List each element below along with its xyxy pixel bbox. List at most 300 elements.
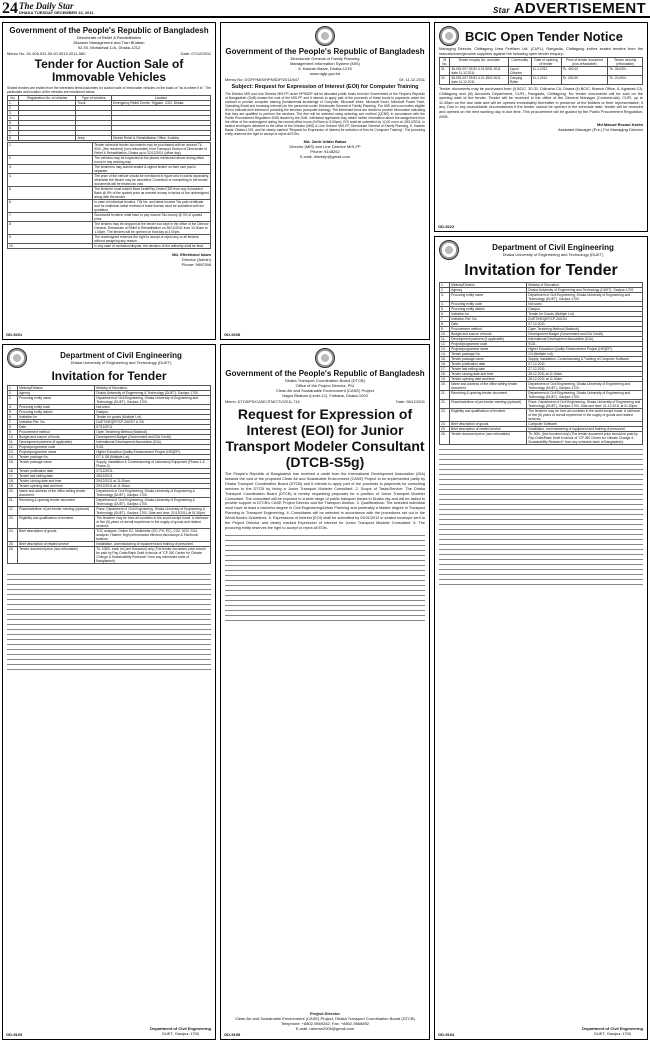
ad-dtcb-eoi: [220, 344, 430, 1040]
table-cell: 4.: [8, 116, 19, 121]
row-value: Gazipur.: [95, 410, 211, 415]
row-number: 4.: [8, 405, 18, 410]
row-number: 11.: [440, 337, 450, 342]
table-row: [8, 136, 211, 141]
signatory-name: Department of Civil Engineering: [582, 1026, 643, 1031]
row-number: 16.: [440, 362, 450, 367]
condition-text: The tenderer must submit Bank Draft/Pay-Order/CDR from any Scheduled Bank @ 5% of the quoted price as earnest money in favour of the undersigned along with the tender.: [94, 187, 209, 199]
ad2-date: Dt: 11.12.2011: [399, 77, 425, 82]
row-number: 12.: [8, 445, 18, 450]
duet-logo-icon: [439, 240, 459, 260]
row-value: Not used.: [527, 302, 643, 307]
row-number: 12.: [440, 342, 450, 347]
condition-text: Tender schedule tender documents may be purchased with an amount Tk. 500/- (five hundred) (non-refundable) from Transport Section of Directorate of Relief & Rehabilitation, Dhaka up to 22/12/2011 (office day).: [93, 143, 211, 156]
table-cell: 8.: [8, 136, 19, 141]
row-value: Not used.: [95, 405, 211, 410]
table-cell: Emergency Relief Centre, Tejgaon, CSD, Dhaka.: [111, 101, 210, 106]
row-label: Tender package name: [18, 460, 95, 469]
row-number: 19.: [8, 484, 18, 489]
ad5-code: GD-5198: [224, 1032, 241, 1037]
row-number: 4.: [440, 302, 450, 307]
row-number: 3.: [8, 396, 18, 405]
row-value: 9131: [95, 445, 211, 450]
row-label: Receiving & opening tender document: [18, 498, 95, 507]
row-number: 7.: [8, 420, 18, 425]
row-number: 9.: [8, 430, 18, 435]
row-value: International Development Association (IDA).: [95, 440, 211, 445]
duet-logo-icon: [7, 348, 27, 368]
row-number: 18.: [440, 372, 450, 377]
ad3-title: BCIC Open Tender Notice: [465, 28, 623, 44]
table-row: [440, 432, 643, 445]
row-label: Ministry/Division: [450, 283, 527, 288]
table-row: [440, 409, 643, 422]
row-value: Installation, commissioning of equipment and training of personnel.: [95, 542, 211, 547]
table-cell: [18, 136, 76, 141]
signatory-email: E-mail: rahman2005@gmail.com: [295, 1026, 355, 1031]
ad6-heading: Invitation for Tender: [464, 262, 618, 279]
ad5-memo: Memo: DTCB/PD/CASE/JTMC/TV/2011-718: [225, 400, 300, 404]
table-row: [440, 400, 643, 409]
table-cell: 7.: [8, 131, 19, 136]
table-row: [8, 450, 211, 455]
row-label: Procuring entity code: [18, 405, 95, 410]
row-label: Tender document price (non-refundable): [18, 547, 95, 564]
row-number: 16.: [8, 469, 18, 474]
list-item: 4. The price of the vehicle should be mentioned in figure and in words separately, otherwise the tender may be cancelled. Correction or overwriting in the tender documents will be treated as void.: [9, 174, 209, 186]
ad4-code: GD-5193: [6, 1032, 23, 1037]
row-label: Date: [18, 425, 95, 430]
row-label: Tender publication date: [18, 469, 95, 474]
row-value: 28/12/2011: [95, 474, 211, 479]
row-value: Development Budget (Government and IDA Credit).: [95, 435, 211, 440]
table-row: [440, 76, 643, 85]
row-value: Place: Department of Civil Engineering, Dhaka University of Engineering and Technology (DUET), Gazipur-1700. Date and time: 21-12-2011 at 01.30pm.: [527, 400, 643, 409]
issue-date: DHAKA TUESDAY DECEMBER 13, 2011: [19, 10, 94, 15]
row-value: Installation, commissioning of equipment and training of personnel.: [527, 427, 643, 432]
row-value: Supply, Installation & Commissioning of Laboratory Equipment (Phase-1 & Phase-2).: [95, 460, 211, 469]
row-number: 22.: [8, 507, 18, 516]
ad5-line-2: Office of the Project Director, PIU: [295, 383, 355, 388]
row-label: Procuring entity code: [450, 302, 527, 307]
signatory-sub: DUET, Gazipur-1700: [594, 1031, 631, 1036]
table-cell: Liquid Chlorine: [508, 67, 531, 76]
table-row: [8, 516, 211, 529]
row-number: 14.: [440, 352, 450, 357]
row-number: 22.: [440, 400, 450, 409]
ad6-tender-table: [439, 282, 643, 445]
row-number: 7.: [440, 317, 450, 322]
ad2-subject: Subject: Request for Expression of Interest (EOI) for Computer Training: [231, 84, 419, 90]
row-number: 18.: [8, 479, 18, 484]
row-value: Higher Education Quality Enhancement Project (HEQEP).: [527, 347, 643, 352]
row-label: Tender last selling date: [450, 367, 527, 372]
row-value: TOC analyzer; Online EC, Multimeter (DO, PH, EC), CO2, NO3, SO4 analyzer, Hasher; High performance electron-microscope & Electronic balance.: [95, 529, 211, 542]
row-label: Invitation Ref. No.: [18, 420, 95, 425]
table-cell: 2.: [8, 106, 19, 111]
row-value: Department of Civil Engineering, Dhaka University of Engineering and Technology (DUET), Gazipur-1700.: [527, 382, 643, 391]
row-value: Tk. 1000/- each lot (one thousand) only (The tender document price should be paid by Pay-Order/Bank Draft in favour of "CP 260 Center for Climate Change & Sustainability Research" from any scheduled bank of Bangladesh).: [95, 547, 211, 564]
row-label: Invitation for: [18, 415, 95, 420]
signatory-name: Md. Zahir Uddin Babar: [303, 139, 347, 144]
row-value: Gazipur.: [527, 307, 643, 312]
ad4-heading: Invitation for Tender: [51, 369, 167, 383]
row-label: Brief description of goods: [450, 422, 527, 427]
ad5-body: The People's Republic of Bangladesh has received a credit from the International Development Association (IDA) towards the cost of the proposed Clean Air and Sustainable Environment (CASE) Project to be implemented partly by Dhaka Transport Coordination Board (DTCB) and it intends to apply part of the proceeds to payments for consulting services to the DTCB by hiring a Junior Transport Modeler Consultant. 2. Scope of Tasks/Service: The Dhaka Transport Coordination Board (DTCB) is hereby requesting proposals for a position of Junior Transport Modeler Consultant. The consultant will be exposed to a wide range of public transport issues in Dhaka city and will be asked to provide support to DTCB's CASE Project Director and the Transport Advisor. 3. Qualifications: The selected individual must have at least a bachelor degree in Civil Engineering/Urban Planning and preferably a Master degree in Transport Planning or Transport Engineering. 4. Consultants will be selected in accordance with the procedures set out in the World Bank's Guidelines. 5. Expressions of Interest (EOI) shall be submitted by 03/01/2012 in sealed envelope sent to the Project Director and clearly marked Expression of Interest for Junior Transport Modeler Consultant. 6. The procuring entity reserves the right to accept or reject all EOIs.: [225, 472, 425, 530]
signatory-name: Md. Eftekharul Islam: [172, 252, 211, 257]
ad5-line-4: Nagar Bhaban (Level-12), Fulbaria, Dhaka-1000: [282, 393, 368, 398]
table-header-cell: Tender enquiry No. and date: [450, 58, 508, 67]
table-header-cell: No.: [8, 96, 19, 101]
page-header: [0, 0, 650, 18]
row-label: Budget and source of funds: [450, 332, 527, 337]
list-item: 6. In case of individual tenders, TIN No. and latest Income Tax paid certificate and for institution latest renewal of trade license must be submitted with the quotation.: [8, 200, 211, 213]
signatory-phone: Phone: 9892398: [181, 262, 211, 267]
row-number: 13.: [440, 347, 450, 352]
ad2-line-2: Management Information System (MIS): [290, 61, 360, 66]
row-label: Project/programme name: [18, 450, 95, 455]
table-cell: 36.091.007.09.52.4 01.5001.2011 date 11.12.2011: [450, 67, 508, 76]
row-value: The tenderer may be from all countries in the world except Israel. A minimum of five (5) years of overall experience in the supply of goods and related services.: [527, 409, 643, 422]
table-row: [440, 357, 643, 362]
table-header-cell: Location: [111, 96, 210, 101]
row-number: 10.: [8, 435, 18, 440]
ad5-memo-row: [225, 400, 425, 404]
row-value: Dhaka University of Engineering and Technology (DUET), Gazipur-1700.: [527, 288, 643, 293]
row-label: Tender document price (non-refundable): [450, 432, 527, 445]
row-value: Ministry of Education.: [527, 283, 643, 288]
row-number: 13.: [8, 450, 18, 455]
table-row: [8, 529, 211, 542]
page-number: 24: [2, 0, 18, 17]
ad1-line-3: 92-93, Mohakhali C/A, Dhaka-1212: [77, 45, 141, 50]
row-number: 26.: [8, 547, 18, 564]
ad6-code: GD-5194: [438, 1032, 455, 1037]
row-number: 15.: [440, 357, 450, 362]
table-cell: 6.: [8, 126, 19, 131]
row-number: 20.: [8, 489, 18, 498]
ad3-signature: [439, 122, 643, 132]
row-value: 07/12/2011.: [95, 469, 211, 474]
row-number: 17.: [8, 474, 18, 479]
row-label: Procuring entity name: [450, 293, 527, 302]
row-label: Tender package No.: [18, 455, 95, 460]
row-number: 25.: [440, 427, 450, 432]
ad6-signature: [582, 1026, 643, 1036]
ad5-line-1: Dhaka Transport Coordination Board (DTCB): [285, 378, 365, 383]
ad1-date: Date: 07/12/2011: [180, 51, 211, 56]
row-number: 8.: [8, 425, 18, 430]
row-value: Department of Civil Engineering, Dhaka University of Engineering and Technology (DUET), Gazipur-1700.: [527, 391, 643, 400]
row-number: 1.: [8, 386, 18, 391]
signatory-email: E-mail: dirmisfp@gmail.com: [300, 154, 350, 159]
table-cell: 5.: [8, 121, 19, 126]
row-value: G4 (Multiple Lot).: [527, 352, 643, 357]
row-label: Development partners (if applicable): [18, 440, 95, 445]
table-header-row: [440, 58, 643, 67]
table-row: [440, 382, 643, 391]
row-value: Department of Civil Engineering, Dhaka University of Engineering & Technology (DUET), Gazipur-1700.: [95, 489, 211, 498]
table-cell: District Relief & Rehabilitation Office, Kushtia: [111, 136, 210, 141]
row-number: 11.: [8, 440, 18, 445]
ad-duet-tender-goods: [2, 344, 216, 1040]
table-header-cell: Sl No.: [440, 58, 450, 67]
govt-seal-icon: [315, 26, 335, 46]
section-mark: Star: [492, 6, 510, 15]
table-row: [8, 547, 211, 564]
list-item: 2. The vehicles may be inspected at the places mentioned above during office hours in any working day.: [8, 156, 211, 165]
row-label: Agency: [18, 391, 95, 396]
table-header-cell: Type of vehicles: [76, 96, 112, 101]
table-cell: 11-1-2012: [531, 67, 561, 76]
row-label: Place/date/time of pre-tender meeting (optional): [450, 400, 527, 409]
row-value: Development Budget (Government and IDA Credit).: [527, 332, 643, 337]
table-cell: 3.: [8, 111, 19, 116]
row-label: Tender closing date and time: [450, 372, 527, 377]
row-number: 15.: [8, 460, 18, 469]
row-value: Open Tendering Method (National).: [527, 327, 643, 332]
row-label: Project/programme code: [18, 445, 95, 450]
row-value: Ministry of Education.: [95, 386, 211, 391]
row-label: Invitation Ref. No.: [450, 317, 527, 322]
ad2-body: The Director MIS and Line Director MIS-FP under HPNSDP will be allocated public funds from the Government of the People's Republic of Bangladesh (GoB) toward the cost of the MIS-FP and it intends to apply part of the proceeds of these funds to payments under the contract to provide computer training (fundamental knowledge of Computer, Microsoft Word, Microsoft Excel, Microsoft Power Point, Operating Email and browsing Internet) for the personnel under Directorate General of Family Planning. The MIS and now invites eligible firm to indicate their interest in providing the services (computer training). The interested firms are invited to provide information indicating that they are qualified to perform the services. The firm will be selected using selecting sub method (QCBS) in accordance with the Public Procurement Regulation 2008 issued by the GoB. Interested applicants may obtain further information about the assignment from the office of the undersigned during the normal office hours (9:00am to 5:00pm). EOI shall be submitted by 12:00 noon on 28/12/2011, in sealed envelopes delivered to the office of the Director (MIS) & Line Director MIS-FP, Directorate General of Family Planning, 6, Kawran Bazar, Dhaka-1215, and be clearly marked "Request for Expression of Interest for selection of firm for Computer Training". The procuring entity reserves the right to accept or reject all EOIs.: [225, 92, 425, 136]
table-cell: Tk. 400.00: [561, 67, 608, 76]
table-header-cell: Tender security (refundable): [608, 58, 643, 67]
row-value: Tk. 500/- (five hundred only) (The tender document price should be paid by Pay-Order/Bank Draft in favour of "CP 260 Center for Climate Change & Sustainability Research" from any schedule bank of Bangladesh).: [527, 432, 643, 445]
ad3-body: Tender documents may be purchased from (i) BCIC, 30-31, Dilkusha CA, Dhaka (ii) BCIC, Branch Office, 6, Agrabad CA, Chittagong and (iii) Accounts Department, CUFL, Rangadia, Chittagong. No tender documents will be sold on the opening date of the tender. Tender will be received in the office of the General Manager (Commercial), CUFL up to 11.30am on the due date and will be opened immediately thereafter in presence of the bidders or their representative, if any. Due to any unavoidable circumstances if the tender cannot be opened in the schedule date, tender will be received and opened on the next working day in due time. This procurement will be guided by the Public Procurement Regulation, 2008.: [439, 87, 643, 119]
row-label: Eligibility and qualification of tenderer: [18, 516, 95, 529]
row-label: Procuring entity district: [450, 307, 527, 312]
row-label: Receiving & opening tender document: [450, 391, 527, 400]
row-number: 26.: [440, 432, 450, 445]
table-row: [8, 396, 211, 405]
ad-auction-sale: [2, 22, 216, 340]
row-number: 21.: [8, 498, 18, 507]
ad4-signature: [150, 1026, 211, 1036]
row-label: Procurement method: [18, 430, 95, 435]
ad-bcic-tender: [434, 22, 648, 232]
signatory-sub: DUET, Gazipur-1700: [162, 1031, 199, 1036]
row-label: Tender opening date and time: [18, 484, 95, 489]
ad1-signature: [7, 252, 211, 267]
table-cell: Carrying Roller: [508, 76, 531, 85]
ad4-sub: Dhaka University of Engineering and Technology (DUET): [70, 360, 172, 365]
section-title-text: ADVERTISEMENT: [513, 0, 646, 17]
list-item: 5. The tenderer must submit Bank Draft/Pay-Order/CDR from any Scheduled Bank @ 5% of the quoted price as earnest money in favour of the undersigned along with the tender.: [9, 187, 209, 199]
row-number: 24.: [8, 529, 18, 542]
row-number: 6.: [440, 312, 450, 317]
condition-text: In case of individual tenders, TIN No. and latest Income Tax paid certificate and for institution latest renewal of trade license must be submitted with the quotation.: [93, 200, 211, 213]
table-cell: Tk. 200.00: [561, 76, 608, 85]
row-value: 07-12-2011.: [527, 322, 643, 327]
ad1-line-1: Directorate of Relief & Rehabilitation: [76, 35, 142, 40]
ad5-date: Date: 08/12/2011: [396, 400, 425, 404]
row-number: 5.: [440, 307, 450, 312]
ad2-memo: Memo No: DGFP/MIS/HPNSDP/2011/647: [225, 77, 300, 82]
condition-text: Successful tenderer shall have to pay Income Tax money @ 3% of quoted price.: [93, 213, 211, 222]
ad1-memo: Memo No. 51.406.031.00.00.0013.2011-580: [7, 51, 86, 56]
row-label: Ministry/Division: [18, 386, 95, 391]
row-number: 25.: [8, 542, 18, 547]
row-label: Tender publication date: [450, 362, 527, 367]
table-row: [440, 427, 643, 432]
row-value: 9131.: [527, 342, 643, 347]
row-label: Procurement method: [450, 327, 527, 332]
row-value: Place: Department of Civil Engineering, Dhaka University of Engineering & Technology (DUET), Gazipur-1700. Date and time: 21/12/2011 at 01.30pm.: [95, 507, 211, 516]
table-cell: Truck: [76, 101, 112, 106]
row-label: Procuring entity name: [18, 396, 95, 405]
ad1-conditions: [7, 142, 211, 249]
row-value: 07/12/2011: [95, 425, 211, 430]
row-number: 24.: [440, 422, 450, 427]
ad2-title: Government of the People's Republic of Bangladesh: [225, 47, 425, 56]
ad3-code: GD-5222: [438, 224, 455, 229]
row-number: 23.: [440, 409, 450, 422]
table-cell: 1.: [8, 101, 19, 106]
ad1-line-2: Disaster Management and Tran Bhaban: [73, 40, 145, 45]
table-cell: 01.: [440, 67, 450, 76]
row-value: Tender for Goods (Multiple Lot).: [527, 312, 643, 317]
section-title: [493, 0, 646, 17]
row-label: Tender opening date and time: [450, 377, 527, 382]
list-item: 7. Successful tenderer shall have to pay Income Tax money @ 3% of quoted price.: [8, 213, 211, 222]
condition-text: The undersigned reserves the right to accept or reject any or all tenders without assigning any reason.: [93, 235, 211, 244]
row-label: Brief description of goods: [18, 529, 95, 542]
ad1-heading: Tender for Auction Sale of Immovable Vehicles: [34, 57, 184, 84]
row-value: Open Tendering Method (National).: [95, 430, 211, 435]
row-label: Tender closing date and time: [18, 479, 95, 484]
table-row: [440, 391, 643, 400]
row-value: Supply, Installation, Commissioning & Training of Computer Software.: [527, 357, 643, 362]
row-label: Agency: [450, 288, 527, 293]
row-value: Computer Software.: [527, 422, 643, 427]
row-value: International Development Association (IDA).: [527, 337, 643, 342]
table-cell: Tk. 35,000/-: [608, 67, 643, 76]
ad2-signature: [225, 139, 425, 159]
list-item: 1. Tender schedule tender documents may be purchased with an amount Tk. 500/- (five hundred) (non-refundable) from Transport Section of Directorate of Relief & Rehabilitation, Dhaka up to 22/12/2011 (office day).: [8, 143, 211, 156]
ad4-tender-table: [7, 385, 211, 564]
row-number: 2.: [8, 391, 18, 396]
table-cell: 02.: [440, 76, 450, 85]
row-value: Department of Civil Engineering, Dhaka University of Engineering and Technology (DUET), Gazipur-1700.: [95, 396, 211, 405]
table-header-cell: Price of tender document (non-refundable): [561, 58, 608, 67]
row-number: 14.: [8, 455, 18, 460]
row-value: G7 & G8 (Multiple Lot).: [95, 455, 211, 460]
ad1-memo-row: [7, 52, 211, 56]
row-label: Project/programme name: [450, 347, 527, 352]
ad5-heading: Request for Expression of Interest (EOI) for Junior Transport Modeler Consultant (DTCB-S5g): [225, 406, 425, 470]
signatory-title: Director (Admin): [181, 257, 211, 262]
list-item: 10. In any case of confusion/dispute, the decision of the authority shall be final.: [8, 244, 211, 249]
ad-duet-tender-software: [434, 236, 648, 1040]
row-number: 20.: [440, 382, 450, 391]
ad2-line-3: 6, Kawran Bazar, Dhaka-1215: [298, 66, 352, 71]
signatory-title: Clean Air and Sustainable Environment (CASE) Project, Dhaka Transport Coordination Board (DTCB): [235, 1016, 415, 1021]
signatory-phone: Phone: 9148262: [310, 149, 340, 154]
row-label: Invitation for: [450, 312, 527, 317]
table-row: [440, 347, 643, 352]
row-number: 6.: [8, 415, 18, 420]
table-header-cell: Date of opening of tender: [531, 58, 561, 67]
row-value: Department of Civil Engineering, Dhaka University of Engineering & Technology (DUET), Gazipur-1700.: [95, 498, 211, 507]
condition-text: The vehicles may be inspected at the places mentioned above during office hours in any working day.: [93, 156, 211, 165]
table-row: [8, 489, 211, 498]
signatory-name: Department of Civil Engineering: [150, 1026, 211, 1031]
masthead-logo: The Daily Star: [19, 1, 74, 11]
row-value: 07-12-2011.: [527, 362, 643, 367]
signatory-name: Md Masud Rezaul Karim: [596, 122, 643, 128]
row-number: 2.: [440, 288, 450, 293]
row-label: Date: [450, 322, 527, 327]
ad5-title: Government of the People's Republic of Bangladesh: [225, 369, 425, 378]
row-label: Project/programme code: [450, 342, 527, 347]
row-number: 10.: [440, 332, 450, 337]
ad5-signature: [225, 1011, 425, 1031]
row-number: 5.: [8, 410, 18, 415]
ad2-code: GD-5208: [224, 332, 241, 337]
row-number: 3.: [440, 293, 450, 302]
row-number: 17.: [440, 367, 450, 372]
table-cell: 11-1-2012: [531, 76, 561, 85]
ad-eoi-computer-training: [220, 22, 430, 340]
ad4-title: Department of Civil Engineering: [60, 351, 182, 360]
row-label: Eligibility and qualification of tenderer: [450, 409, 527, 422]
ad6-title: Department of Civil Engineering: [492, 243, 614, 252]
row-label: Name and address of the office selling tender document: [450, 382, 527, 391]
table-row: [8, 498, 211, 507]
row-label: Tender package No.: [450, 352, 527, 357]
ad2-line-4: www.dgfp.gov.bd: [309, 71, 341, 76]
table-header-cell: Registration No. of vehicles: [18, 96, 76, 101]
row-label: Name and address of the office selling tender document: [18, 489, 95, 498]
row-value: Tender for goods (Multiple Lot).: [95, 415, 211, 420]
row-number: 8.: [440, 322, 450, 327]
signatory-title: Assistant Manager (Pur.) For Managing Director: [558, 127, 643, 133]
table-cell: 36.091.007.09.52.4 01.3502.2011 date 11.12.2011: [450, 76, 508, 85]
ad2-line-1: Directorate General of Family Planning: [290, 56, 360, 61]
row-label: Brief description of related service: [450, 427, 527, 432]
row-number: 23.: [8, 516, 18, 529]
table-row: [8, 542, 211, 547]
ad3-tender-table: [439, 57, 643, 85]
ad1-code: GD-5201: [6, 332, 23, 337]
row-value: 28-12-2011 at 11.30am.: [527, 377, 643, 382]
row-value: 29/12/2011 at 11.00am.: [95, 479, 211, 484]
row-value: Dhaka University of Engineering & Technology (DUET), Gazipur-1700.: [95, 391, 211, 396]
row-value: DUET/HEQEP/CP-260/G4: [527, 317, 643, 322]
ad1-vehicle-table: [7, 95, 211, 141]
row-number: 19.: [440, 377, 450, 382]
table-cell: Jeep: [76, 136, 112, 141]
table-cell: Tk. 20,000/-: [608, 76, 643, 85]
row-number: 1.: [440, 283, 450, 288]
table-header-cell: Commodity: [508, 58, 531, 67]
table-row: [440, 293, 643, 302]
table-row: [8, 460, 211, 469]
row-label: Place/date/time of pre-tender meeting (optional): [18, 507, 95, 516]
bcic-logo-icon: [439, 26, 459, 46]
row-value: The tenderer may be from all countries in the world except Israel. A minimum of five (5) years of overall experience in the supply of goods and related services.: [95, 516, 211, 529]
row-label: Tender last selling date: [18, 474, 95, 479]
signatory-name: Project Director: [309, 1011, 340, 1016]
ad3-intro: Managing Director, Chittagong Urea Fertilizer Ltd. (CUFL), Rangadia, Chittagong invites sealed tenders from the manufacturer/genuine suppliers against the following open tender enquiry:-: [439, 47, 643, 56]
row-label: Procuring entity district: [18, 410, 95, 415]
list-item: 8. The tenders may be dropped at the tender box kept in the office of the Director General, Directorate of Relief & Rehabilitation on 26/12/2011 from 10.00am to 1.00pm. The tenders will be opened on that day at 2.00pm.: [9, 222, 209, 234]
row-number: 21.: [440, 391, 450, 400]
table-row: [8, 507, 211, 516]
condition-text: In any case of confusion/dispute, the decision of the authority shall be final.: [93, 244, 211, 249]
row-value: 27-12-2011.: [527, 367, 643, 372]
